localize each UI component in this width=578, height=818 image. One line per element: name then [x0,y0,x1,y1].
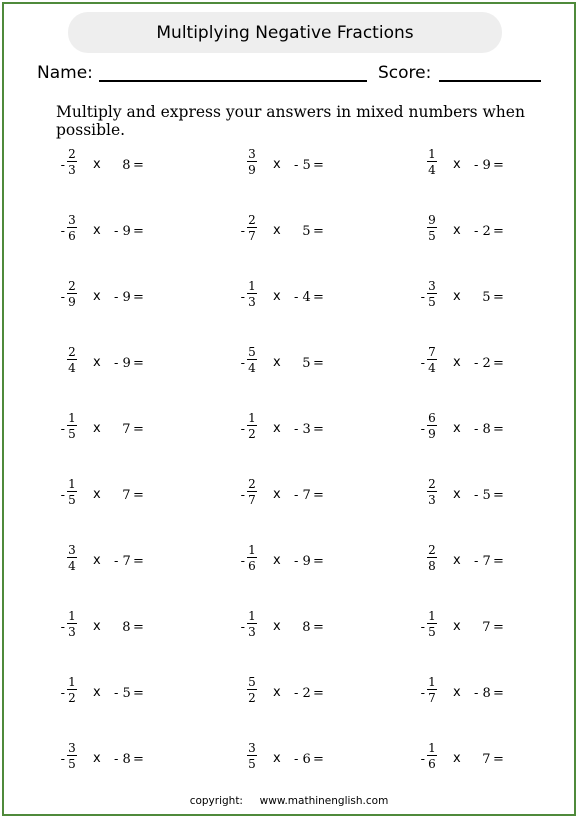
numerator: 2 [428,543,436,557]
problem-item [418,411,568,444]
numerator: 1 [68,675,76,689]
operand: - 9 [474,158,491,173]
operand: 8 [114,158,131,173]
name-label: Name: [37,63,93,83]
equals-sign: = [133,554,144,569]
equals-sign: = [313,686,324,701]
denominator: 5 [68,493,76,507]
equals-sign: = [493,488,504,503]
fraction [246,675,258,705]
denominator: 3 [68,625,76,639]
equals-sign: = [133,224,144,239]
fraction [66,345,78,375]
equals-sign: = [493,422,504,437]
operand: 5 [294,356,311,371]
numerator: 1 [248,411,256,425]
fraction-bar [427,755,437,756]
fraction-bar [67,755,77,756]
multiply-sign: x [273,751,281,766]
denominator: 5 [248,757,256,771]
fraction [426,543,438,573]
sign: - [60,686,65,701]
problem-item [58,147,208,180]
multiply-sign: x [273,223,281,238]
problem-item [238,675,388,708]
multiply-sign: x [453,553,461,568]
fraction-bar [247,689,257,690]
fraction-bar [247,227,257,228]
operand: 7 [114,488,131,503]
sign: - [60,422,65,437]
fraction-bar [247,755,257,756]
operand: - 5 [114,686,131,701]
denominator: 3 [248,625,256,639]
numerator: 3 [428,279,436,293]
multiply-sign: x [273,157,281,172]
problem-item [58,675,208,708]
denominator: 9 [68,295,76,309]
numerator: 9 [428,213,436,227]
denominator: 4 [68,361,76,375]
denominator: 3 [428,493,436,507]
problem-item [238,609,388,642]
fraction [246,741,258,771]
fraction [66,543,78,573]
multiply-sign: x [273,355,281,370]
denominator: 2 [68,691,76,705]
multiply-sign: x [93,751,101,766]
fraction-bar [67,623,77,624]
numerator: 1 [248,609,256,623]
operand: - 4 [294,290,311,305]
fraction-bar [67,425,77,426]
operand: - 8 [114,752,131,767]
sign: - [240,224,245,239]
multiply-sign: x [453,751,461,766]
fraction-bar [427,557,437,558]
fraction-bar [67,689,77,690]
multiply-sign: x [93,421,101,436]
numerator: 2 [68,147,76,161]
multiply-sign: x [453,619,461,634]
equals-sign: = [493,290,504,305]
sign: - [240,554,245,569]
numerator: 2 [68,279,76,293]
fraction [426,411,438,441]
fraction-bar [427,293,437,294]
sign: - [240,290,245,305]
numerator: 2 [68,345,76,359]
sign: - [60,158,65,173]
denominator: 4 [248,361,256,375]
operand: - 9 [114,356,131,371]
copyright-footer: copyright: www.mathinenglish.com [189,795,389,807]
problem-item [58,741,208,774]
fraction-bar [247,359,257,360]
numerator: 1 [68,411,76,425]
operand: - 2 [294,686,311,701]
equals-sign: = [493,752,504,767]
numerator: 7 [428,345,436,359]
problem-item [418,279,568,312]
operand: 7 [114,422,131,437]
denominator: 6 [248,559,256,573]
numerator: 2 [428,477,436,491]
sign: - [240,488,245,503]
numerator: 5 [248,345,256,359]
denominator: 2 [248,691,256,705]
problem-item [418,147,568,180]
equals-sign: = [493,158,504,173]
operand: - 8 [474,686,491,701]
numerator: 1 [428,609,436,623]
numerator: 1 [248,279,256,293]
fraction [66,675,78,705]
equals-sign: = [493,356,504,371]
equals-sign: = [313,422,324,437]
multiply-sign: x [93,487,101,502]
operand: - 5 [474,488,491,503]
fraction-bar [67,491,77,492]
fraction [426,741,438,771]
equals-sign: = [313,290,324,305]
sign: - [420,752,425,767]
fraction-bar [67,293,77,294]
fraction [66,477,78,507]
equals-sign: = [133,620,144,635]
fraction-bar [427,623,437,624]
numerator: 2 [248,477,256,491]
problem-item [238,345,388,378]
fraction-bar [427,227,437,228]
multiply-sign: x [453,421,461,436]
denominator: 3 [248,295,256,309]
denominator: 4 [68,559,76,573]
operand: 5 [294,224,311,239]
score-blank-line[interactable] [439,80,541,82]
problem-item [58,609,208,642]
instructions-text: Multiply and express your answers in mixed numbers when possible. [56,103,525,139]
problem-item [58,411,208,444]
denominator: 4 [428,163,436,177]
numerator: 1 [248,543,256,557]
problem-item [238,279,388,312]
numerator: 1 [68,477,76,491]
sign: - [60,488,65,503]
problem-item [238,477,388,510]
multiply-sign: x [453,685,461,700]
numerator: 3 [248,741,256,755]
problem-item [58,279,208,312]
operand: - 5 [294,158,311,173]
multiply-sign: x [273,685,281,700]
multiply-sign: x [93,157,101,172]
operand: - 9 [114,290,131,305]
equals-sign: = [313,488,324,503]
problem-item [418,345,568,378]
fraction [426,609,438,639]
multiply-sign: x [453,487,461,502]
fraction [426,477,438,507]
sign: - [60,752,65,767]
equals-sign: = [493,686,504,701]
numerator: 3 [68,213,76,227]
fraction-bar [247,425,257,426]
fraction-bar [427,689,437,690]
fraction-bar [67,359,77,360]
fraction-bar [427,161,437,162]
problem-item [58,543,208,576]
denominator: 8 [428,559,436,573]
operand: - 2 [474,356,491,371]
problem-item [58,213,208,246]
multiply-sign: x [93,355,101,370]
fraction [246,213,258,243]
sign: - [420,290,425,305]
problem-item [238,147,388,180]
sign: - [240,356,245,371]
sign: - [60,620,65,635]
equals-sign: = [493,224,504,239]
problem-item [418,609,568,642]
numerator: 5 [248,675,256,689]
multiply-sign: x [93,289,101,304]
worksheet-title [68,12,502,53]
fraction-bar [67,557,77,558]
fraction [66,213,78,243]
fraction-bar [247,491,257,492]
denominator: 5 [428,295,436,309]
denominator: 7 [248,229,256,243]
multiply-sign: x [273,553,281,568]
numerator: 6 [428,411,436,425]
fraction [66,741,78,771]
operand: 7 [474,752,491,767]
denominator: 6 [428,757,436,771]
equals-sign: = [133,290,144,305]
numerator: 3 [68,543,76,557]
equals-sign: = [133,488,144,503]
denominator: 5 [428,229,436,243]
fraction-bar [247,557,257,558]
fraction-bar [427,359,437,360]
equals-sign: = [133,752,144,767]
multiply-sign: x [453,355,461,370]
operand: - 6 [294,752,311,767]
fraction-bar [427,425,437,426]
denominator: 3 [68,163,76,177]
fraction [246,345,258,375]
operand: - 7 [114,554,131,569]
multiply-sign: x [93,223,101,238]
fraction-bar [67,227,77,228]
numerator: 1 [68,609,76,623]
denominator: 7 [428,691,436,705]
fraction [66,411,78,441]
multiply-sign: x [273,487,281,502]
equals-sign: = [133,422,144,437]
equals-sign: = [313,752,324,767]
operand: - 7 [474,554,491,569]
sign: - [240,422,245,437]
operand: - 9 [114,224,131,239]
equals-sign: = [313,620,324,635]
fraction-bar [247,293,257,294]
equals-sign: = [313,356,324,371]
multiply-sign: x [93,619,101,634]
sign: - [60,290,65,305]
problem-item [418,213,568,246]
operand: 7 [474,620,491,635]
operand: 5 [474,290,491,305]
operand: - 9 [294,554,311,569]
operand: - 3 [294,422,311,437]
fraction [426,279,438,309]
numerator: 3 [68,741,76,755]
multiply-sign: x [273,289,281,304]
denominator: 5 [428,625,436,639]
problem-item [238,213,388,246]
equals-sign: = [313,554,324,569]
denominator: 9 [248,163,256,177]
fraction [246,543,258,573]
fraction [426,675,438,705]
fraction [66,279,78,309]
numerator: 2 [248,213,256,227]
fraction [246,477,258,507]
equals-sign: = [493,554,504,569]
fraction [246,147,258,177]
fraction-bar [67,161,77,162]
fraction [246,411,258,441]
operand: - 2 [474,224,491,239]
sign: - [420,620,425,635]
sign: - [420,422,425,437]
equals-sign: = [313,224,324,239]
fraction [66,609,78,639]
equals-sign: = [313,158,324,173]
numerator: 1 [428,741,436,755]
sign: - [60,224,65,239]
sign: - [240,620,245,635]
problem-item [418,675,568,708]
fraction-bar [427,491,437,492]
operand: - 8 [474,422,491,437]
multiply-sign: x [93,685,101,700]
numerator: 3 [248,147,256,161]
operand: 8 [294,620,311,635]
denominator: 9 [428,427,436,441]
denominator: 7 [248,493,256,507]
fraction [426,147,438,177]
numerator: 1 [428,147,436,161]
multiply-sign: x [273,619,281,634]
problem-item [238,411,388,444]
fraction [246,609,258,639]
multiply-sign: x [453,223,461,238]
equals-sign: = [493,620,504,635]
equals-sign: = [133,686,144,701]
problem-item [58,345,208,378]
title-text: Multiplying Negative Fractions [156,22,414,43]
fraction-bar [247,161,257,162]
multiply-sign: x [453,289,461,304]
fraction [246,279,258,309]
multiply-sign: x [273,421,281,436]
equals-sign: = [133,356,144,371]
denominator: 5 [68,757,76,771]
fraction [426,345,438,375]
problem-item [418,543,568,576]
problem-item [418,741,568,774]
name-score-row [37,62,547,88]
operand: - 7 [294,488,311,503]
denominator: 2 [248,427,256,441]
problem-item [58,477,208,510]
problem-item [238,543,388,576]
equals-sign: = [133,158,144,173]
name-blank-line[interactable] [99,80,367,82]
denominator: 5 [68,427,76,441]
fraction [66,147,78,177]
operand: 8 [114,620,131,635]
denominator: 4 [428,361,436,375]
denominator: 6 [68,229,76,243]
multiply-sign: x [93,553,101,568]
problem-item [418,477,568,510]
score-label: Score: [378,63,432,83]
sign: - [420,686,425,701]
problem-item [238,741,388,774]
numerator: 1 [428,675,436,689]
sign: - [420,356,425,371]
multiply-sign: x [453,157,461,172]
fraction-bar [247,623,257,624]
fraction [426,213,438,243]
